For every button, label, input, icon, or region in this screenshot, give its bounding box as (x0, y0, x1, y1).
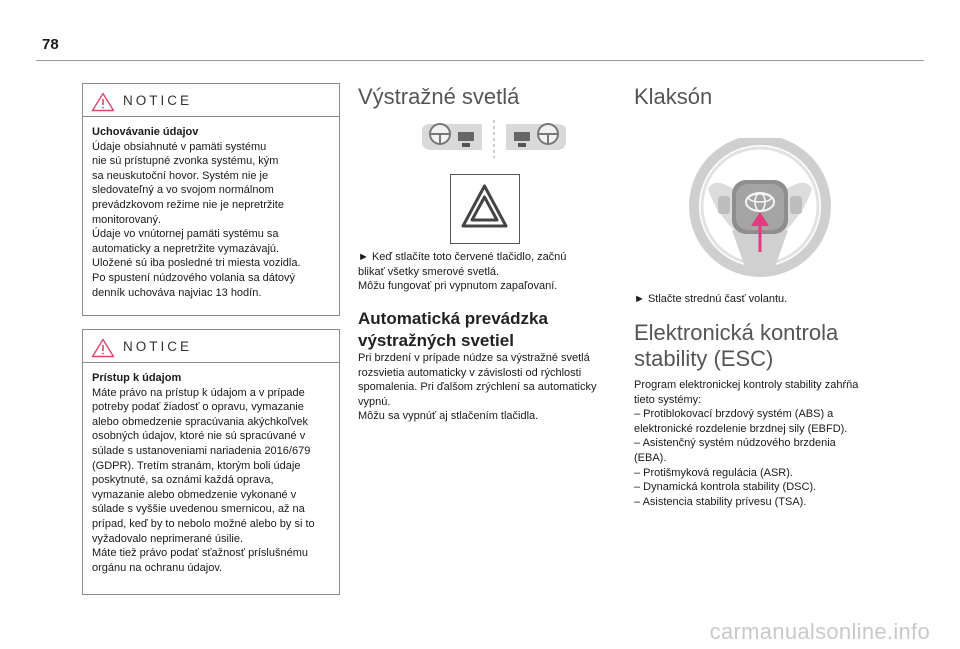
notice-line: súlade s vyššie uvedenou smernicou, až na (92, 503, 305, 516)
steering-wheel-illustration (686, 138, 834, 278)
esc-line: – Asistencia stability prívesu (TSA). (634, 495, 807, 508)
esc-heading-line: stability (ESC) (634, 346, 774, 371)
notice-line: automaticky a nepretržite vymazávajú. (92, 242, 280, 255)
esc-heading-line: Elektronická kontrola (634, 320, 839, 345)
auto-hazard-text (358, 351, 620, 424)
auto-hazard-line: spomalenia. Pri ďalšom zrýchlení sa automaticky (358, 381, 597, 394)
notice-line: monitorovaný. (92, 213, 162, 226)
notice-body (83, 117, 339, 306)
hazard-button-illustration (450, 174, 520, 244)
notice-box-data-storage (82, 83, 340, 316)
notice-line: Údaje vo vnútornej pamäti systému sa (92, 228, 279, 241)
esc-line: tieto systémy: (634, 393, 702, 406)
horn-instruction: ► Stlačte strednú časť volantu. (634, 293, 788, 305)
auto-hazard-heading (358, 308, 608, 352)
notice-line: orgánu na ochranu údajov. (92, 561, 223, 574)
esc-heading (634, 320, 934, 372)
notice-line: osobných údajov, ktoré nie sú spracúvané v (92, 430, 306, 443)
esc-line: – Dynamická kontrola stability (DSC). (634, 481, 817, 494)
warning-triangle-icon (91, 338, 115, 358)
auto-hazard-line: Môžu sa vypnúť aj stlačením tlačidla. (358, 410, 539, 423)
top-rule (36, 60, 924, 61)
notice-line: Po spustení núdzového volania sa dátový (92, 271, 296, 284)
notice-line: sledovateľný a vo svojom normálnom (92, 184, 274, 197)
hazard-line: ► Keď stlačíte toto červené tlačidlo, začnú (358, 251, 567, 263)
notice-line: sa neuskutoční hovor. Systém nie je (92, 169, 269, 182)
esc-line: – Protiblokovací brzdový systém (ABS) a (634, 408, 834, 421)
dashboard-left-right-drive-illustration (420, 118, 568, 160)
esc-line: elektronické rozdelenie brzdnej sily (EBFD). (634, 422, 848, 435)
auto-hazard-heading-line: výstražných svetiel (358, 331, 514, 350)
warning-triangle-icon (91, 92, 115, 112)
esc-line: Program elektronickej kontroly stability zahŕňa (634, 379, 859, 391)
notice-header (83, 330, 339, 363)
notice-line: Údaje obsiahnuté v pamäti systému (92, 140, 267, 153)
notice-line: súlade s ustanoveniami nariadenia 2016/679 (92, 444, 311, 457)
notice-line: nie sú prístupné zvonka systému, kým (92, 155, 279, 168)
notice-line: Uložené sú iba posledné tri miesta vozidla. (92, 257, 301, 270)
esc-line: – Asistenčný systém núdzového brzdenia (634, 437, 836, 450)
notice-line: (GDPR). Tretím stranám, ktorým boli údaje (92, 459, 301, 472)
notice-line: alebo obmedzenie spracúvania akýchkoľvek (92, 415, 309, 428)
notice-line: vyžadovalo neprimerané úsilie. (92, 532, 244, 545)
auto-hazard-heading-line: Automatická prevádzka (358, 309, 548, 328)
auto-hazard-line: vypnú. (358, 395, 391, 408)
hazard-line: Môžu fungovať pri vypnutom zapaľovaní. (358, 280, 558, 293)
auto-hazard-line: rozsvietia automaticky v závislosti od rýchlosti (358, 366, 582, 379)
page-number: 78 (42, 36, 59, 53)
hazard-line: blikať všetky smerové svetlá. (358, 265, 500, 278)
notice-line: Máte tiež právo podať sťažnosť príslušnému (92, 547, 308, 560)
notice-line: Máte právo na prístup k údajom a v prípade (92, 386, 305, 399)
notice-title: NOTICE (123, 93, 193, 108)
esc-text (634, 378, 914, 509)
horn-section-title: Klaksón (634, 84, 713, 109)
notice-title: NOTICE (123, 339, 193, 354)
notice-body (83, 363, 339, 581)
notice-line: prevádzkovom režime nie je nepretržite (92, 198, 284, 211)
notice-line: poskytnuté, sa oznámi každá oprava, (92, 474, 274, 487)
esc-line: – Protišmyková regulácia (ASR). (634, 466, 793, 479)
watermark: carmanualsonline.info (709, 619, 930, 644)
notice-box-data-access (82, 329, 340, 595)
hazard-section-title: Výstražné svetlá (358, 84, 520, 109)
notice-line: prípad, keď by to nebolo možné alebo by si to (92, 517, 315, 530)
notice-line: vymazanie alebo obmedzenie vykonané v (92, 488, 297, 501)
notice-line: denník uchováva najviac 13 hodín. (92, 286, 262, 299)
hazard-instruction (358, 250, 608, 294)
notice-heading: Uchovávanie údajov (92, 126, 199, 138)
esc-line: (EBA). (634, 451, 667, 464)
notice-header (83, 84, 339, 117)
notice-heading: Prístup k údajom (92, 372, 182, 384)
notice-line: potreby podať žiadosť o opravu, vymazanie (92, 401, 304, 414)
hazard-triangle-icon (451, 175, 518, 242)
auto-hazard-line: Pri brzdení v prípade núdze sa výstražné svetlá (358, 352, 590, 364)
